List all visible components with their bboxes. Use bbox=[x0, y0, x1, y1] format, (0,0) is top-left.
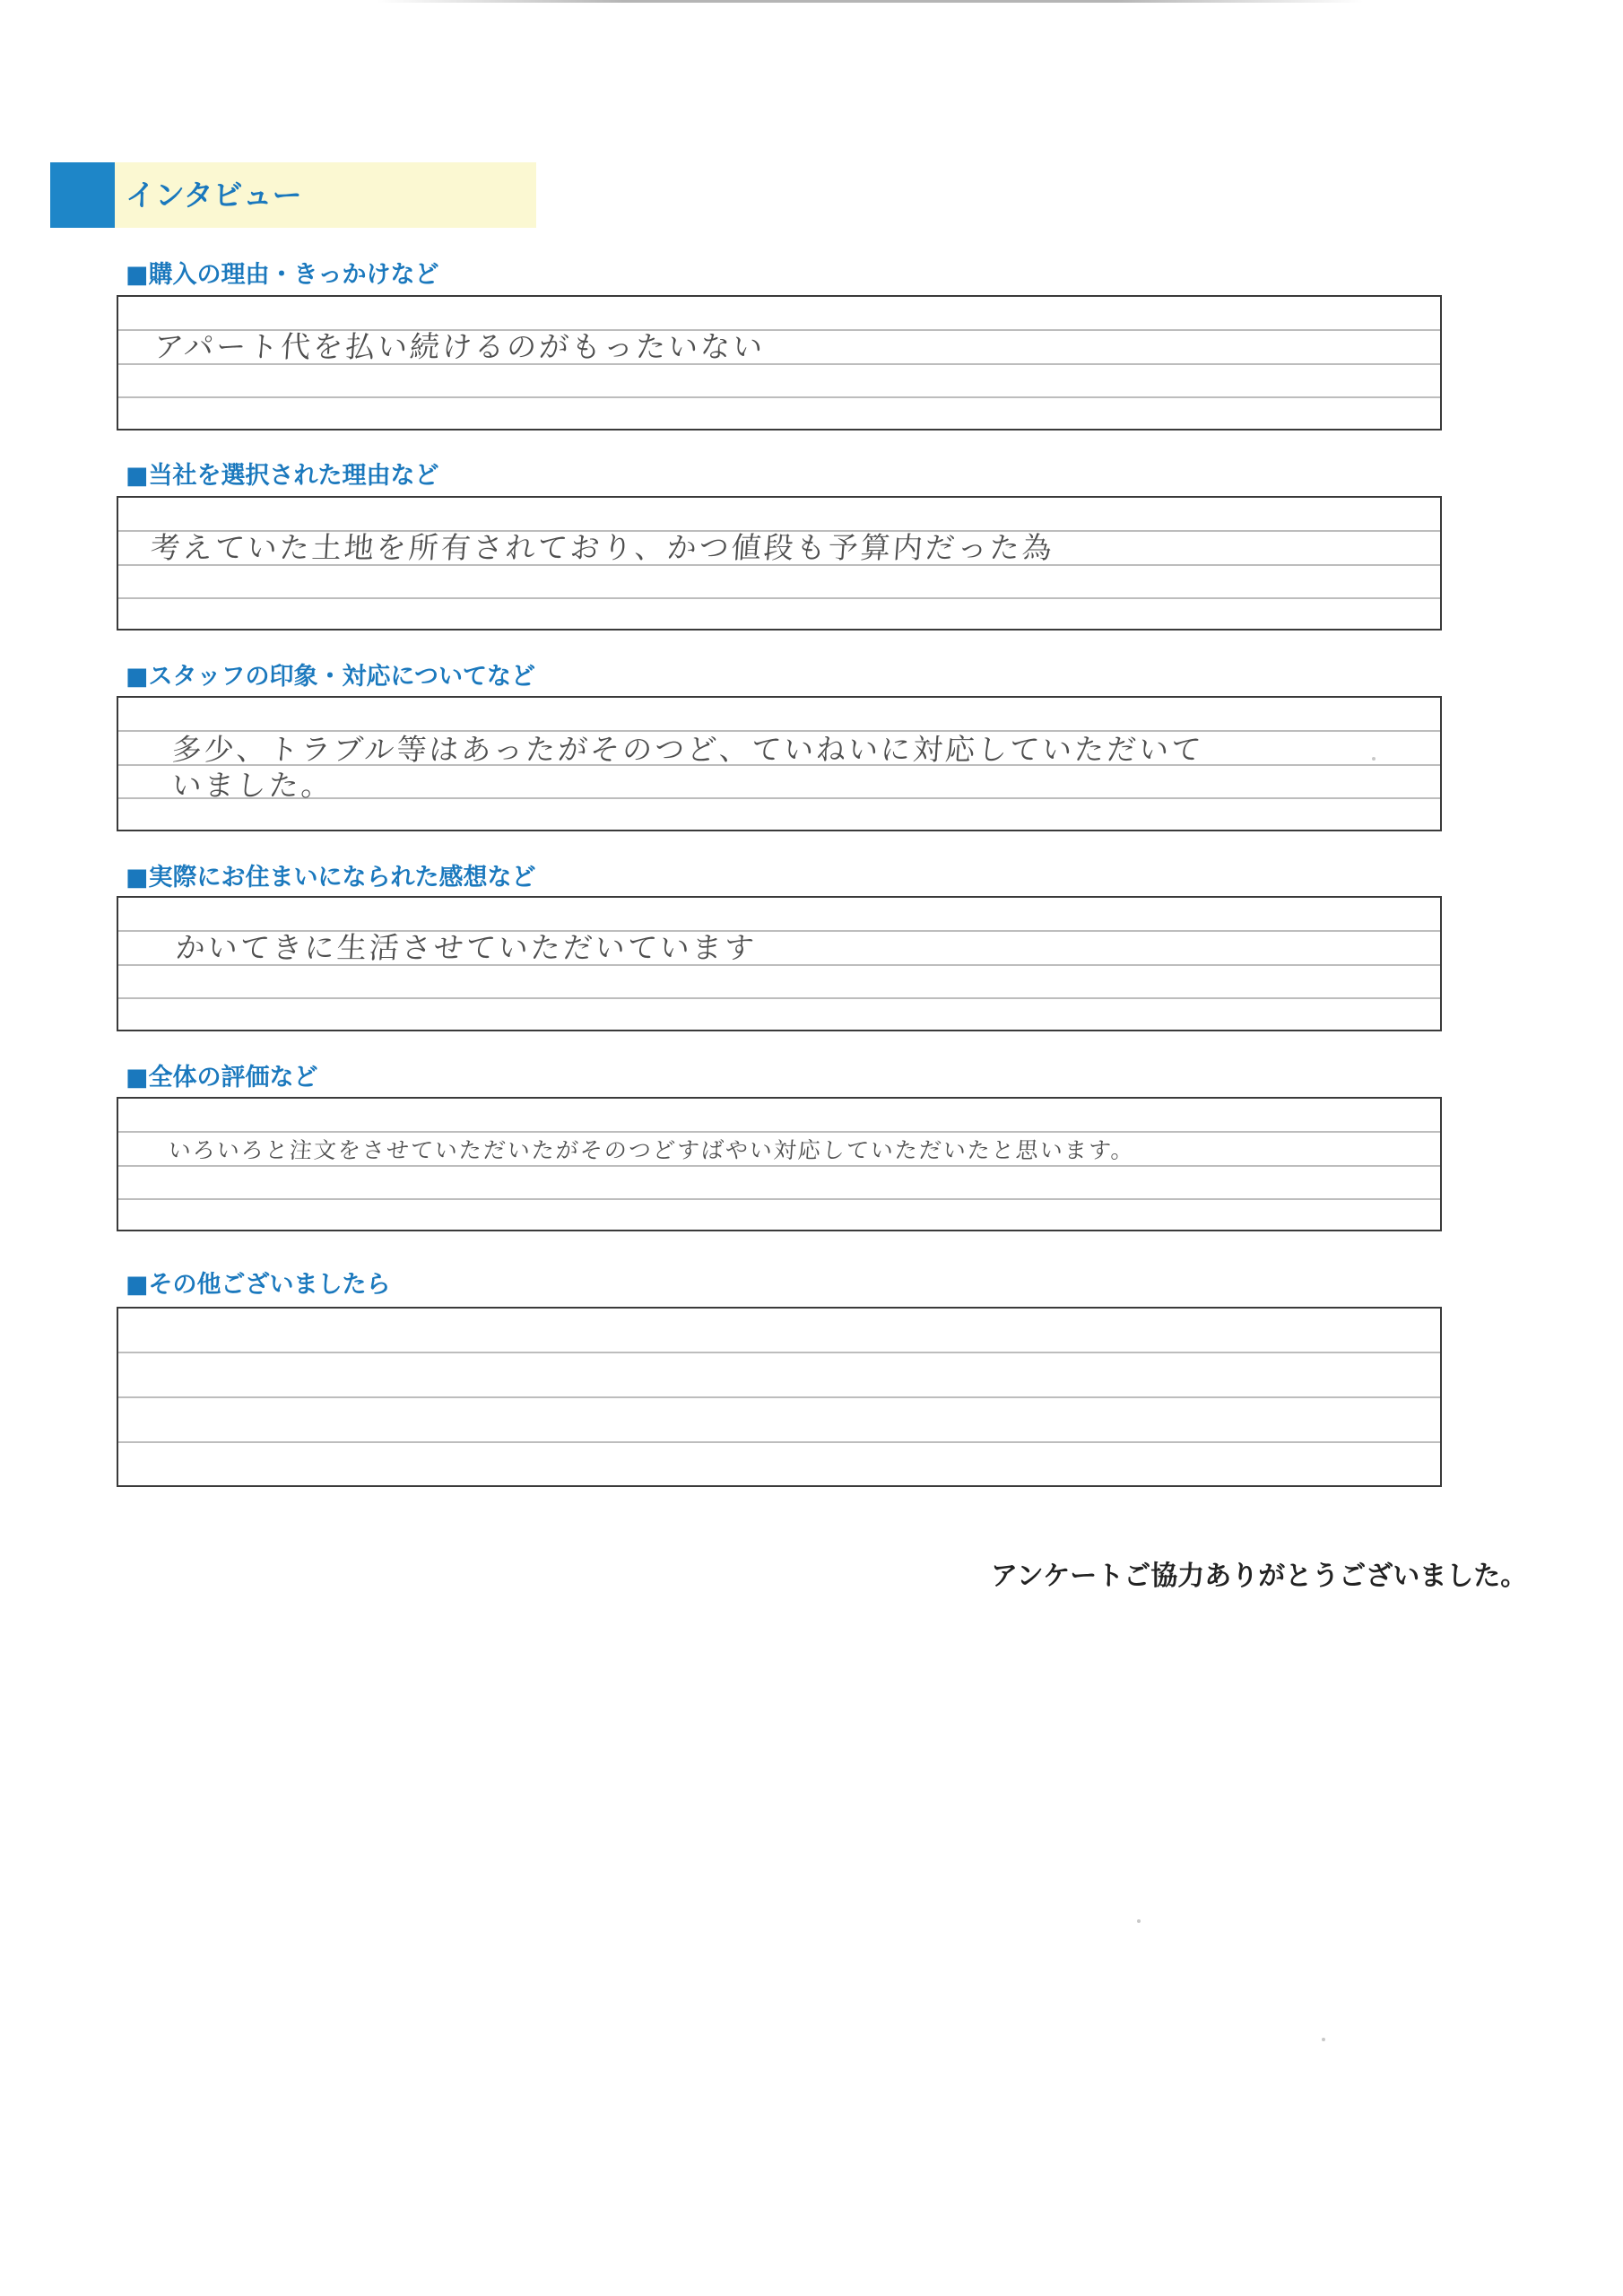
answer-box-overall-evaluation bbox=[117, 1097, 1442, 1231]
ruled-line bbox=[118, 1396, 1440, 1398]
answer-box-other bbox=[117, 1307, 1442, 1487]
answer-box-living-impression bbox=[117, 896, 1442, 1031]
handwritten-answer: いました。 bbox=[170, 768, 335, 803]
section-heading-company-choice: ■当社を選択された理由など bbox=[126, 462, 439, 490]
scan-speck bbox=[1372, 757, 1376, 761]
title-accent-block bbox=[50, 162, 115, 228]
handwritten-answer: 考えていた土地を所有されており、かつ値段も予算内だった為 bbox=[149, 530, 1056, 565]
ruled-line bbox=[118, 396, 1440, 398]
handwritten-answer: アパート代を払い続けるのがもったいない bbox=[152, 329, 767, 364]
section-heading-other: ■その他ございましたら bbox=[126, 1271, 391, 1299]
answer-box-staff-impression bbox=[117, 696, 1442, 831]
scan-edge-shadow bbox=[377, 0, 1363, 3]
section-heading-purchase-reason: ■購入の理由・きっかけなど bbox=[126, 261, 439, 289]
ruled-line bbox=[118, 1441, 1440, 1443]
answer-box-company-choice bbox=[117, 496, 1442, 631]
handwritten-answer: 多少、トラブル等はあったがそのつど、ていねいに対応していただいて bbox=[170, 732, 1205, 767]
ruled-line bbox=[118, 1165, 1440, 1167]
page-title: インタビュー bbox=[126, 178, 302, 213]
ruled-line bbox=[118, 597, 1440, 599]
page-title-bar bbox=[50, 162, 536, 228]
scan-speck bbox=[1322, 2038, 1325, 2041]
ruled-line bbox=[118, 1352, 1440, 1353]
section-heading-staff-impression: ■スタッフの印象・対応についてなど bbox=[126, 663, 535, 691]
ruled-line bbox=[118, 1198, 1440, 1200]
section-heading-living-impression: ■実際にお住まいになられた感想など bbox=[126, 864, 536, 891]
handwritten-answer: かいてきに生活させていただいています bbox=[174, 930, 759, 965]
scan-speck bbox=[1137, 1919, 1141, 1923]
section-heading-overall-evaluation: ■全体の評価など bbox=[126, 1064, 318, 1091]
footer-thanks-message: アンケートご協力ありがとうございました。 bbox=[991, 1561, 1528, 1592]
handwritten-answer: いろいろと注文をさせていただいたがそのつどすばやい対応していただいたと思います。 bbox=[167, 1137, 1136, 1163]
answer-box-purchase-reason bbox=[117, 295, 1442, 430]
ruled-line bbox=[118, 997, 1440, 999]
